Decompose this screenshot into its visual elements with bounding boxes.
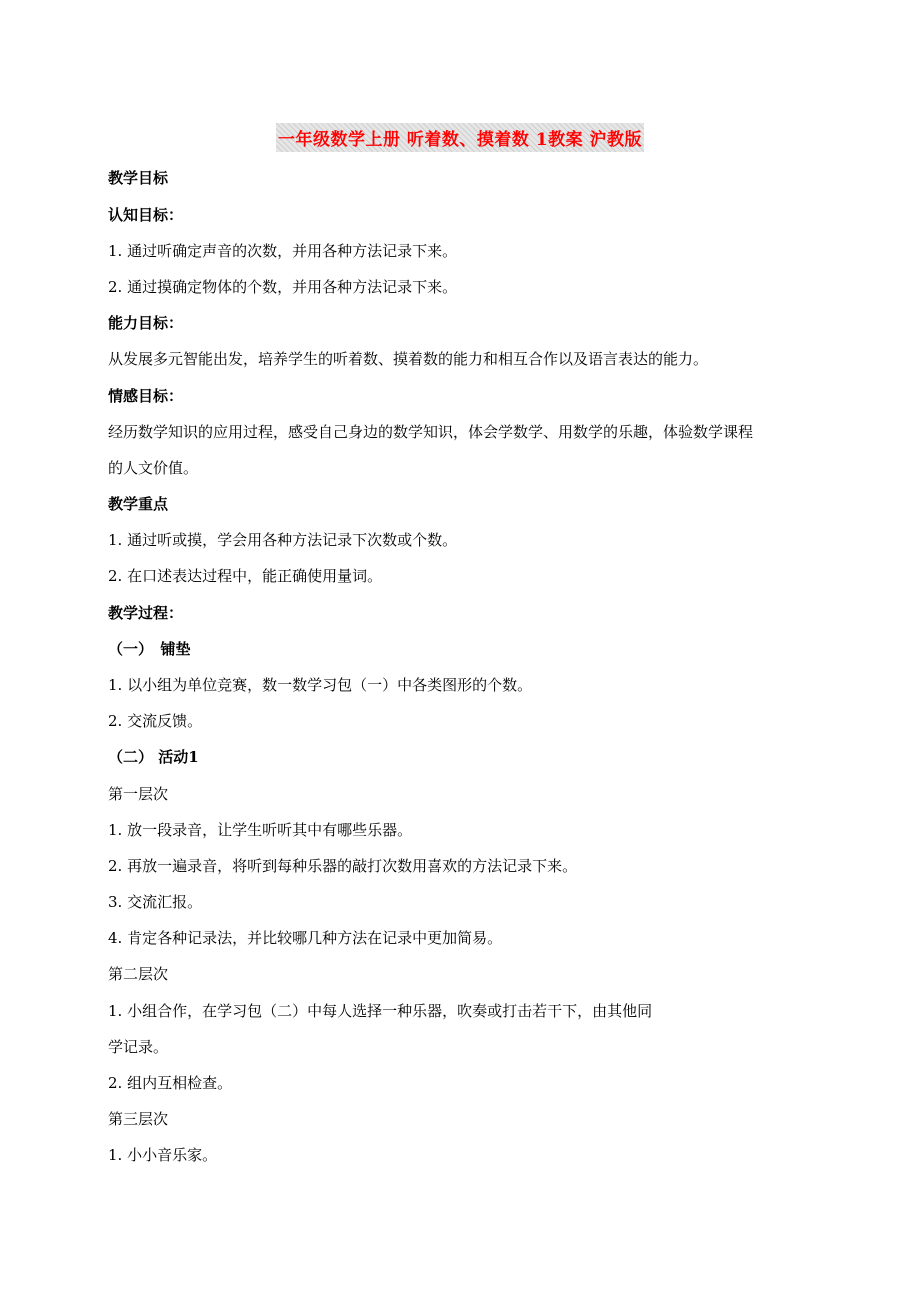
paragraph-line: 2. 通过摸确定物体的个数，并用各种方法记录下来。 — [108, 278, 458, 296]
title-container — [0, 123, 920, 152]
paragraph-line: 3. 交流汇报。 — [108, 893, 203, 911]
paragraph-line: 2. 交流反馈。 — [108, 712, 203, 730]
paragraph-line: 2. 组内互相检查。 — [108, 1074, 233, 1092]
paragraph-line: 1. 小小音乐家。 — [108, 1146, 218, 1164]
document-title: 一年级数学上册 听着数、摸着数 1教案 沪教版 — [276, 123, 644, 152]
paragraph-line: 2. 在口述表达过程中，能正确使用量词。 — [108, 567, 383, 585]
heading-cognitive-goals: 认知目标： — [108, 206, 184, 224]
heading-emotional-goals: 情感目标： — [108, 387, 184, 405]
heading-teaching-process: 教学过程： — [108, 604, 184, 622]
level-heading: 第一层次 — [108, 785, 169, 803]
paragraph-line: 1. 通过听或摸，学会用各种方法记录下次数或个数。 — [108, 531, 458, 549]
paragraph-line: 4. 肯定各种记录法，并比较哪几种方法在记录中更加简易。 — [108, 929, 503, 947]
paragraph-line: 的人文价值。 — [108, 459, 199, 477]
paragraph-line: 从发展多元智能出发，培养学生的听着数、摸着数的能力和相互合作以及语言表达的能力。 — [108, 350, 709, 368]
level-heading: 第二层次 — [108, 965, 169, 983]
paragraph-line: 2. 再放一遍录音，将听到每种乐器的敲打次数用喜欢的方法记录下来。 — [108, 857, 578, 875]
paragraph-line: 1. 以小组为单位竞赛，数一数学习包（一）中各类图形的个数。 — [108, 676, 533, 694]
subheading-part-two: （二） 活动1 — [108, 748, 199, 766]
level-heading: 第三层次 — [108, 1110, 169, 1128]
paragraph-line: 1. 放一段录音，让学生听听其中有哪些乐器。 — [108, 821, 413, 839]
heading-teaching-focus: 教学重点 — [108, 495, 169, 513]
subheading-part-one: （一） 铺垫 — [108, 640, 191, 658]
heading-ability-goals: 能力目标： — [108, 314, 184, 332]
paragraph-line: 经历数学知识的应用过程，感受自己身边的数学知识，体会学数学、用数学的乐趣，体验数学课程 — [108, 423, 754, 441]
heading-teaching-goals: 教学目标 — [108, 169, 169, 187]
paragraph-line: 1. 小组合作，在学习包（二）中每人选择一种乐器，吹奏或打击若干下，由其他同 — [108, 1002, 653, 1020]
paragraph-line: 学记录。 — [108, 1038, 169, 1056]
paragraph-line: 1. 通过听确定声音的次数，并用各种方法记录下来。 — [108, 242, 458, 260]
